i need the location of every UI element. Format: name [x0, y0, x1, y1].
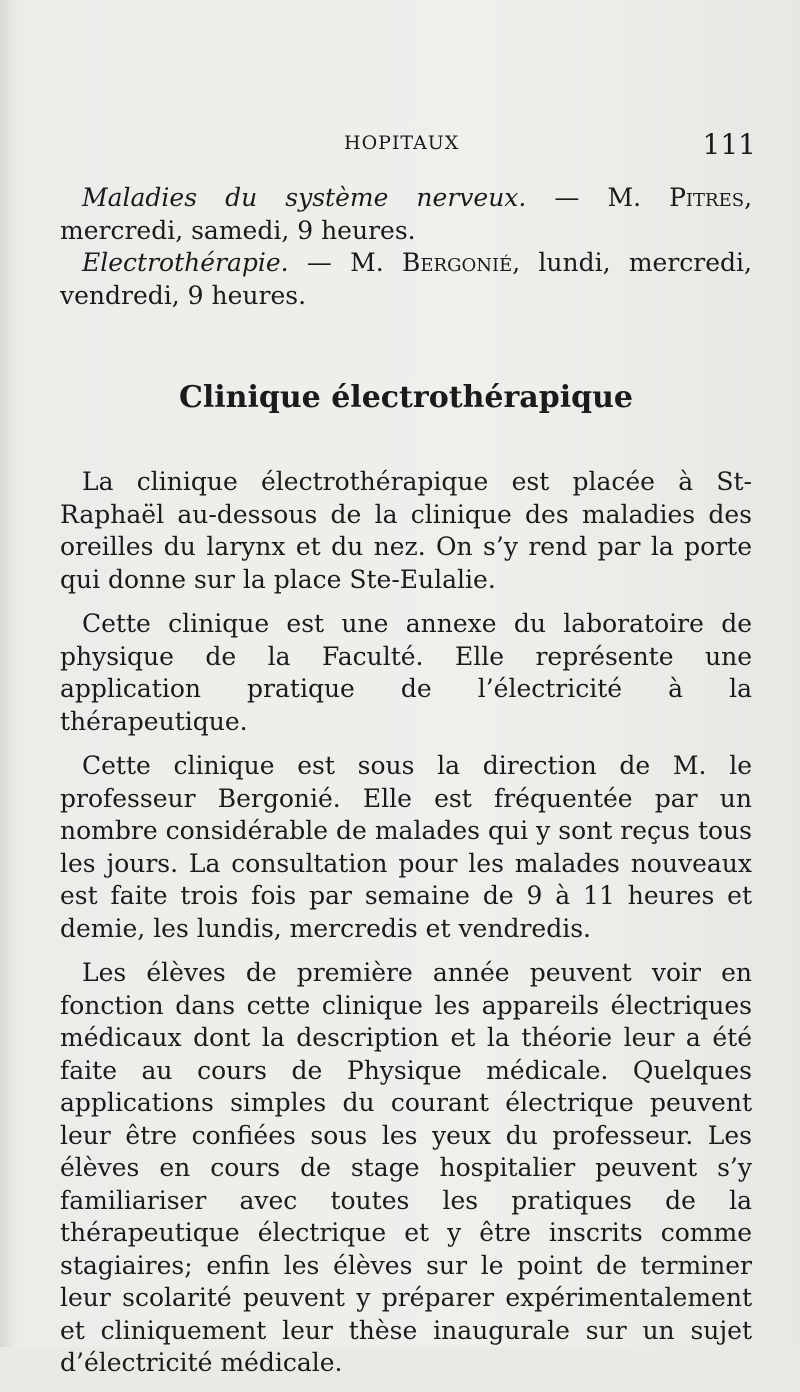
schedule-times: , lundi, mercredi, vendredi, 9 heures.: [60, 248, 752, 310]
schedule-separator: — M.: [288, 248, 403, 277]
paragraph: La clinique électrothérapique est placée à St-Raphaël au-dessous de la clinique des maladies des oreilles du larynx et du nez. On s’y rend par la porte qui donne sur la place Ste-Eulalie.: [60, 467, 752, 594]
schedule-professor: Bergonié: [402, 248, 513, 277]
section-title: Clinique électrothérapique: [179, 380, 633, 415]
schedule-entry: [60, 182, 752, 247]
page-header: [0, 128, 800, 168]
schedule-subject: Electrothérapie.: [82, 248, 289, 277]
schedule-subject: Maladies du système nerveux.: [82, 183, 527, 212]
schedule-professor: Pitres: [669, 183, 745, 212]
schedule-times: , mercredi, samedi, 9 heures.: [60, 183, 753, 245]
page-number: 111: [702, 128, 756, 161]
paragraph: Cette clinique est une annexe du laboratoire de physique de la Faculté. Elle représente une application pratique de l’électricité à la thérapeutique.: [60, 609, 752, 736]
schedule-separator: — M.: [526, 183, 670, 212]
paragraph: Les élèves de première année peuvent voir en fonction dans cette clinique les appareils électriques médicaux dont la description et la théorie leur a été faite au cours de Physique médicale. Quelques applications simples du courant électrique peuvent leur être confiées sous les yeux du professeur. Les élèves en cours de stage hospitalier peuvent s’y familiariser avec toutes les pratiques de la thérapeutique électrique et y être inscrits comme stagiaires; enfin les élèves sur le point de terminer leur scolarité peuvent y préparer expérimentalement et cliniquement leur thèse inaugurale sur un sujet d’électricité médicale.: [60, 958, 752, 1377]
schedule-block: [60, 182, 752, 312]
body-text: [60, 466, 752, 1392]
schedule-entry: [60, 247, 752, 312]
running-head: HOPITAUX: [344, 132, 460, 154]
paragraph: Cette clinique est sous la direction de M. le professeur Bergonié. Elle est fréquentée par un nombre considérable de malades qui y sont reçus tous les jours. La consultation pour les malades nouveaux est faite trois fois par semaine de 9 à 11 heures et demie, les lundis, mercredis et vendredis.: [60, 751, 752, 943]
